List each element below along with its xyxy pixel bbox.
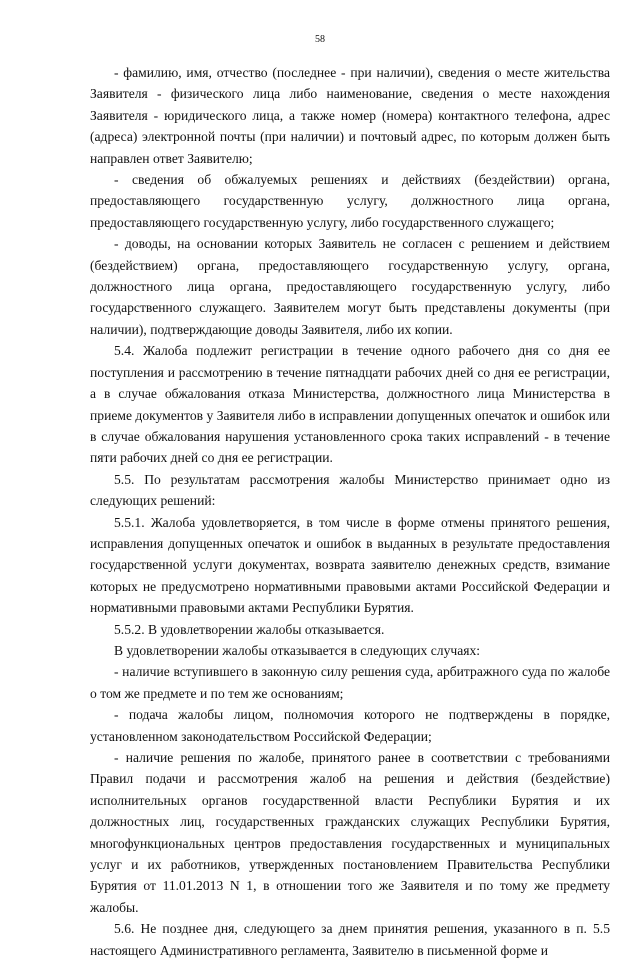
paragraph-appealed-decisions: - сведения об обжалуемых решениях и действиях (бездействии) органа, предоставляющего государственную услугу, должностного лица органа, предоставляющего государственную услугу, либо государственного служащего; <box>90 172 610 230</box>
paragraph-prior-decision: - наличие решения по жалобе, принятого ранее в соответствии с требованиями Правил подачи и рассмотрения жалоб на решения и действия (бездействие) исполнительных органов государственной власти Республики Бурятия и их должностных лиц, государственных гражданских служащих Республики Бурятия, многофункциональных центров предоставления государственных и муниципальных услуг и их работников, утвержденных постановлением Правительства Республики Бурятия от 11.01.2013 N 1, в отношении того же Заявителя и по тому же предмету жалобы. <box>90 750 610 915</box>
paragraph-5-5-1: 5.5.1. Жалоба удовлетворяется, в том числе в форме отмены принятого решения, исправления допущенных опечаток и ошибок в выданных в результате предоставления государственной услуги документах, возврата заявителю денежных средств, взимание которых не предусмотрено нормативными правовыми актами Российской Федерации и нормативными правовыми актами Республики Бурятия. <box>90 514 610 616</box>
paragraph-applicant-details: - фамилию, имя, отчество (последнее - при наличии), сведения о месте жительства Заявителя - физического лица либо наименование, сведения о месте нахождения Заявителя - юридического лица, а также номер (номера) контактного телефона, адрес (адреса) электронной почты (при наличии) и почтовый адрес, по которым должен быть направлен ответ Заявителю; <box>90 65 610 166</box>
paragraph-5-6: 5.6. Не позднее дня, следующего за днем принятия решения, указанного в п. 5.5 настоящего Административного регламента, Заявителю в письменной форме и <box>90 921 610 958</box>
paragraph-5-4: 5.4. Жалоба подлежит регистрации в течение одного рабочего дня со дня ее поступления и рассмотрению в течение пятнадцати рабочих дней со дня ее регистрации, а в случае обжалования отказа Министерства, должностного лица Министерства в приеме документов у Заявителя либо в исправлении допущенных опечаток и ошибок или в случае обжалования нарушения установленного срока таких исправлений - в течение пяти рабочих дней со дня ее регистрации. <box>90 343 610 466</box>
paragraph-unauthorized-person: - подача жалобы лицом, полномочия которого не подтверждены в порядке, установленном законодательством Российской Федерации; <box>90 707 610 744</box>
paragraph-court-decision: - наличие вступившего в законную силу решения суда, арбитражного суда по жалобе о том же предмете и по тем же основаниям; <box>90 664 610 701</box>
document-body <box>90 62 610 961</box>
page-number: 58 <box>315 34 325 45</box>
paragraph-5-5-2: 5.5.2. В удовлетворении жалобы отказывается. <box>114 621 385 637</box>
paragraph-arguments: - доводы, на основании которых Заявитель не согласен с решением и действием (бездействием) органа, предоставляющего государственную услугу, органа, должностного лица органа, предоставляющего государственную услугу, либо государственного служащего. Заявителем могут быть представлены документы (при наличии), подтверждающие доводы Заявителя, либо их копии. <box>90 236 610 337</box>
paragraph-refusal-cases: В удовлетворении жалобы отказывается в следующих случаях: <box>114 642 481 658</box>
paragraph-5-5: 5.5. По результатам рассмотрения жалобы Министерство принимает одно из следующих решений: <box>90 471 610 509</box>
